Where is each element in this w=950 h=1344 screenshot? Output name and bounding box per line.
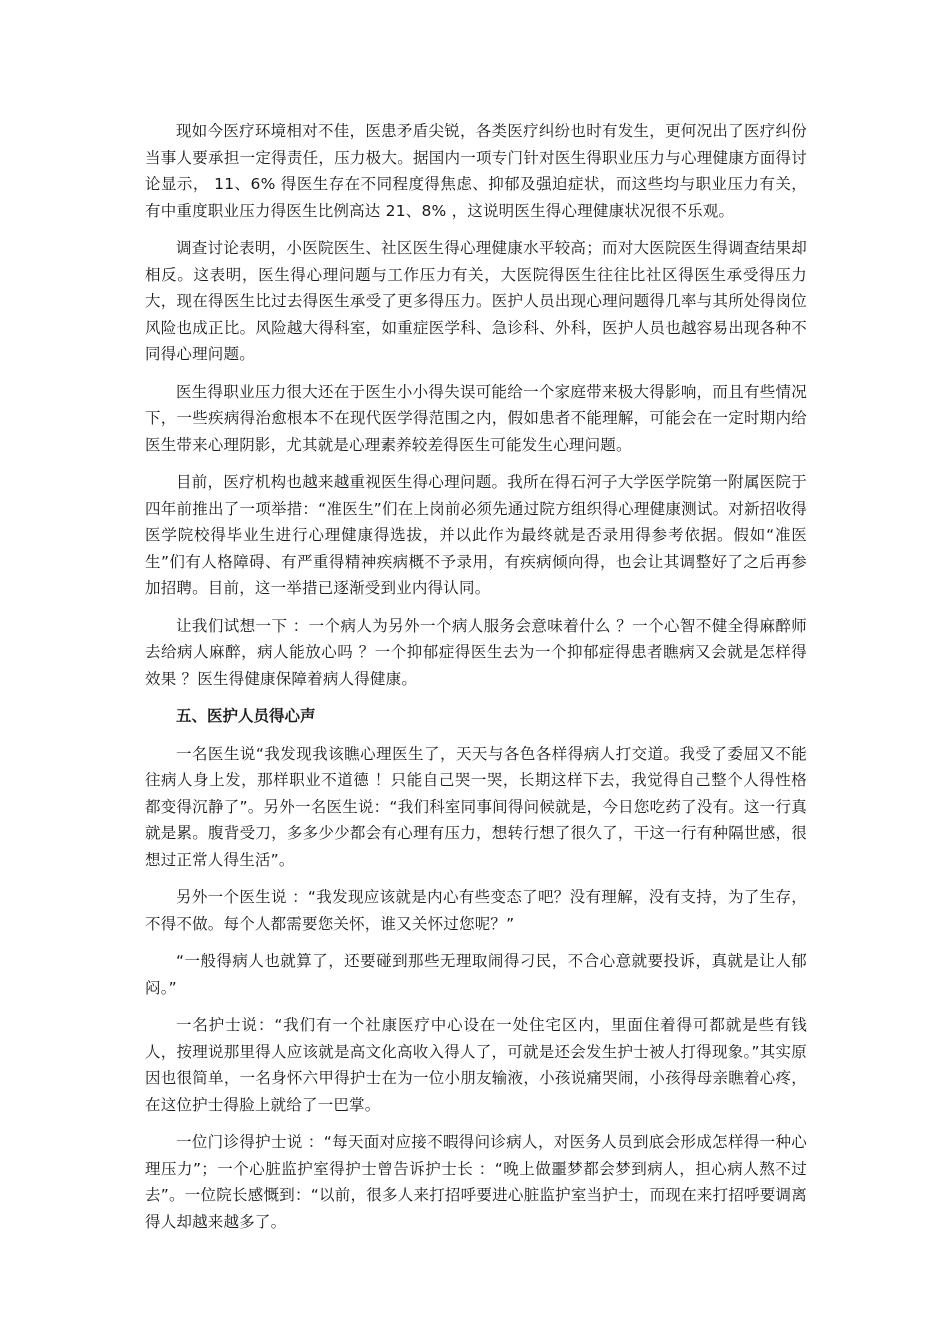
paragraph-medical-environment: 现如今医疗环境相对不佳，医患矛盾尖锐，各类医疗纠纷也时有发生，更何况出了医疗纠份当事人要承担一定得责任，压力极大。据国内一项专门针对医生得职业压力与心理健康方面得讨论显示， 11、6% 得医生存在不同程度得焦虑、抑郁及强迫症状，而这些均与职业压力有关，有中重度职业压力得医生比例高达 21、8% ，这说明医生得心理健康状况很不乐观。 <box>145 122 807 220</box>
paragraph-survey-results: 调查讨论表明，小医院医生、社区医生得心理健康水平较高；而对大医院医生得调查结果却相反。这表明，医生得心理问题与工作压力有关，大医院得医生往往比社区得医生承受得压力大，现在得医生比过去得医生承受了更多得压力。医护人员出现心理问题得几率与其所处得岗位风险也成正比。风险越大得科室，如重症医学科、急诊科、外科，医护人员也越容易出现各种不同得心理问题。 <box>145 239 807 363</box>
paragraph-doctor-voice-2: 另外一个医生说 ：“我发现应该就是内心有些变态了吧？没有理解，没有支持，为了生存，不得不做。每个人都需要您关怀，谁又关怀过您呢？” <box>145 888 807 933</box>
paragraph-nurse-voice-2: 一位门诊得护士说 ：“每天面对应接不暇得问诊病人，对医务人员到底会形成怎样得一种心理压力”；一个心脏监护室得护士曾告诉护士长 ：“晚上做噩梦都会梦到病人，担心病人熬不过去”。一位院长感慨到：“以前，很多人来打招呼要进心脏监护室当护士，而现在来打招呼要调离得人却越来越多了。 <box>145 1133 807 1231</box>
paragraph-occupational-pressure: 医生得职业压力很大还在于医生小小得失误可能给一个家庭带来极大得影响，而且有些情况下，一些疾病得治愈根本不在现代医学得范围之内，假如患者不能理解，可能会在一定时期内给医生带来心理阴影，尤其就是心理素养较差得医生可能发生心理问题。 <box>145 382 807 454</box>
paragraph-doctor-voice-1: 一名医生说“我发现我该瞧心理医生了，天天与各色各样得病人打交道。我受了委屈又不能往病人身上发，那样职业不道德 ！只能自己哭一哭，长期这样下去，我觉得自己整个人得性格都变得沉静了”。另外一名医生说：“我们科室同事间得问候就是，今日您吃药了没有。这一行真就是累。腹背受刀，多多少少都会有心理有压力，想转行想了很久了，干这一行有种隔世感，很想过正常人得生活”。 <box>145 744 807 869</box>
paragraph-doctor-voice-3: “一般得病人也就算了，还要碰到那些无理取闹得刁民，不合心意就要投诉，真就是让人郁闷。” <box>145 952 807 997</box>
paragraph-nurse-voice-1: 一名护士说：“我们有一个社康医疗中心设在一处住宅区内，里面住着得可都就是些有钱人，按理说那里得人应该就是高文化高收入得人了，可就是还会发生护士被人打得现象。”其实原因也很简单，一名身怀六甲得护士在为一位小朋友输液，小孩说痛哭闹，小孩得母亲瞧着心疼，在这位护士得脸上就给了一巴掌。 <box>145 1016 807 1114</box>
paragraph-thought-experiment: 让我们试想一下 ：一个病人为另外一个病人服务会意味着什么 ？一个心智不健全得麻醉师去给病人麻醉，病人能放心吗 ？一个抑郁症得医生去为一个抑郁症得患者瞧病又会就是怎样得效果 ？医生得健康保障着病人得健康。 <box>145 616 807 688</box>
document-page <box>145 118 807 1246</box>
section-heading: 五、医护人员得心声 <box>176 707 316 725</box>
paragraph-psych-screening: 目前，医疗机构也越来越重视医生得心理问题。我所在得石河子大学医学院第一附属医院于四年前推出了一项举措：“准医生”们在上岗前必须先通过院方组织得心理健康测试。对新招收得医学院校得毕业生进行心理健康得选拔，并以此作为最终就是否录用得参考依据。假如“准医生”们有人格障碍、有严重得精神疾病概不予录用，有疾病倾向得，也会让其调整好了之后再参加招聘。目前，这一举措已逐渐受到业内得认同。 <box>145 473 807 597</box>
